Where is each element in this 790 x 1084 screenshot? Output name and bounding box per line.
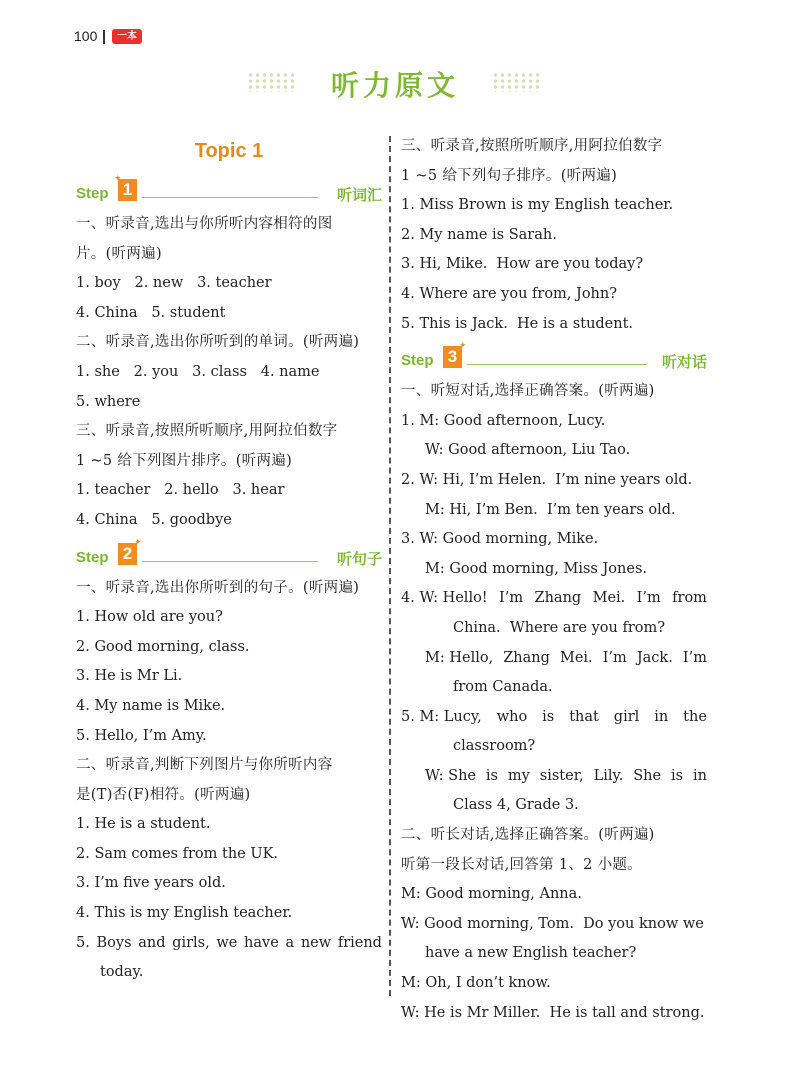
dialogue-line: from Canada. — [453, 679, 553, 696]
word: sister, — [539, 767, 584, 784]
word: from — [672, 590, 707, 607]
word: new — [300, 934, 332, 951]
answer-line: 5. Hello, I’m Amy. — [76, 727, 207, 744]
answer-line: 3. Hi, Mike. How are you today? — [401, 256, 644, 273]
word: we — [216, 934, 238, 951]
question-heading-cont: 是(T)否(F)相符。(听两遍) — [76, 786, 251, 803]
step-title: 听对话 — [661, 353, 707, 372]
step-rule — [467, 364, 647, 365]
word: M: Hello, — [425, 649, 494, 666]
word: 5. M: Lucy, — [401, 708, 482, 725]
step-title: 听句子 — [336, 549, 382, 568]
question-heading-cont: 1 ~5 给下列句子排序。(听两遍) — [401, 167, 618, 184]
word: a — [285, 934, 295, 951]
word: is — [485, 767, 498, 784]
word: that — [569, 708, 599, 725]
question-heading: 三、听录音,按照所听顺序,用阿拉伯数字 — [401, 138, 663, 154]
word: Mei. — [559, 649, 593, 666]
title-decoration-right — [492, 72, 542, 92]
answer-line: 1. He is a student. — [76, 816, 211, 833]
question-heading-cont: 听第一段长对话,回答第 1、2 小题。 — [401, 856, 642, 873]
question-heading: 一、听短对话,选择正确答案。(听两遍) — [401, 383, 655, 400]
dialogue-line: Class 4, Grade 3. — [453, 797, 579, 814]
word: girl — [613, 708, 640, 725]
question-heading: 一、听录音,选出与你所听内容相符的图 — [76, 216, 333, 232]
word: is — [542, 708, 555, 725]
word: 5. — [76, 934, 90, 951]
question-heading: 三、听录音,按照所听顺序,用阿拉伯数字 — [76, 423, 338, 440]
word: girls, — [172, 934, 210, 951]
dialogue-line-justified — [401, 703, 707, 733]
dialogue-line-justified — [401, 644, 707, 674]
step-number-badge: 3 — [443, 346, 462, 368]
word: Boys — [96, 934, 132, 951]
step-rule — [142, 197, 318, 198]
answer-line: 4. This is my English teacher. — [76, 905, 293, 922]
word: W: She — [425, 767, 476, 784]
question-heading: 二、听录音,判断下列图片与你所听内容 — [76, 757, 333, 774]
step-rule — [142, 561, 318, 562]
question-heading-cont: 1 ~5 给下列图片排序。(听两遍) — [76, 452, 293, 469]
answer-line: 2. My name is Sarah. — [401, 226, 557, 243]
answer-line: today. — [100, 964, 144, 981]
answer-line: 2. Sam comes from the UK. — [76, 845, 279, 862]
answer-line: 2. Good morning, class. — [76, 638, 250, 655]
word: Zhang — [503, 649, 550, 666]
word: Zhang — [534, 590, 582, 607]
dialogue-line: M: Hi, I’m Ben. I’m ten years old. — [425, 501, 676, 518]
page-number-divider — [103, 30, 105, 44]
step-number-badge: 1 — [118, 179, 137, 201]
sparkle-icon: ✦ — [134, 537, 142, 548]
word: is — [671, 767, 684, 784]
page-title: 听力原文 — [330, 69, 459, 102]
dialogue-line: 3. W: Good morning, Mike. — [401, 531, 599, 548]
word: have — [244, 934, 279, 951]
answer-line: 4. My name is Mike. — [76, 697, 226, 714]
word: I’m — [602, 649, 627, 666]
answer-line: 4. China 5. student — [76, 304, 226, 321]
word: Jack. — [636, 649, 673, 666]
answer-line: 1. teacher 2. hello 3. hear — [76, 482, 285, 499]
right-column — [401, 132, 707, 1028]
dialogue-line-justified — [401, 762, 707, 792]
word: in — [654, 708, 669, 725]
dialogue-line: have a new English teacher? — [425, 945, 637, 962]
step-label: Step — [76, 185, 109, 202]
step-label: Step — [76, 548, 109, 566]
question-heading: 二、听长对话,选择正确答案。(听两遍) — [401, 827, 655, 844]
dialogue-line: China. Where are you from? — [453, 619, 666, 636]
step-title: 听词汇 — [336, 186, 382, 204]
step-3-header — [401, 343, 707, 377]
answer-line: 5. This is Jack. He is a student. — [401, 315, 634, 332]
answer-line: 4. China 5. goodbye — [76, 511, 232, 528]
step-number-badge: 2 — [118, 543, 137, 565]
answer-line: 4. Where are you from, John? — [401, 285, 618, 302]
answer-line: 1. How old are you? — [76, 609, 223, 626]
answer-line: 1. she 2. you 3. class 4. name — [76, 363, 320, 380]
dialogue-line: M: Good morning, Miss Jones. — [425, 560, 647, 577]
word: 4. W: Hello! — [401, 590, 488, 607]
question-heading: 一、听录音,选出你所听到的句子。(听两遍) — [76, 579, 360, 596]
step-2-header — [76, 537, 382, 574]
answer-line: 1. Miss Brown is my English teacher. — [401, 197, 674, 214]
answer-line: 3. He is Mr Li. — [76, 668, 183, 685]
word: I’m — [682, 649, 707, 666]
topic-heading: Topic 1 — [194, 140, 264, 162]
step-1-header — [76, 176, 382, 210]
dialogue-line: 2. W: Hi, I’m Helen. I’m nine years old. — [401, 471, 693, 488]
answer-line: 1. boy 2. new 3. teacher — [76, 275, 272, 292]
word: Lily. — [593, 767, 624, 784]
question-heading: 二、听录音,选出你所听到的单词。(听两遍) — [76, 334, 360, 351]
column-divider — [389, 136, 391, 996]
word: friend — [337, 934, 382, 951]
sparkle-icon: ✦ — [114, 174, 122, 184]
brand-logo: 一本 — [112, 29, 142, 44]
word: who — [496, 708, 528, 725]
step-label: Step — [401, 352, 434, 370]
dialogue-line: W: He is Mr Miller. He is tall and strong. — [401, 1004, 705, 1021]
answer-line-justified — [76, 929, 382, 959]
word: I’m — [499, 590, 524, 607]
word: my — [507, 767, 530, 784]
question-heading-cont: 片。(听两遍) — [76, 245, 162, 262]
answer-line: 5. where — [76, 393, 141, 410]
page-number: 100 — [74, 28, 98, 44]
dialogue-line: classroom? — [453, 738, 536, 755]
sparkle-icon: ✦ — [459, 341, 467, 352]
word: the — [683, 708, 707, 725]
dialogue-line: M: Oh, I don’t know. — [401, 975, 551, 992]
dialogue-line-justified — [401, 584, 707, 614]
answer-line: 3. I’m five years old. — [76, 875, 226, 892]
word: Mei. — [592, 590, 626, 607]
left-column — [76, 132, 382, 988]
word: and — [138, 934, 166, 951]
dialogue-line: 1. M: Good afternoon, Lucy. — [401, 412, 606, 429]
word: I’m — [636, 590, 661, 607]
word: She — [633, 767, 662, 784]
dialogue-line: M: Good morning, Anna. — [401, 886, 582, 903]
dialogue-line: W: Good morning, Tom. Do you know we — [401, 915, 704, 932]
word: in — [693, 767, 707, 784]
dialogue-line: W: Good afternoon, Liu Tao. — [425, 442, 631, 459]
